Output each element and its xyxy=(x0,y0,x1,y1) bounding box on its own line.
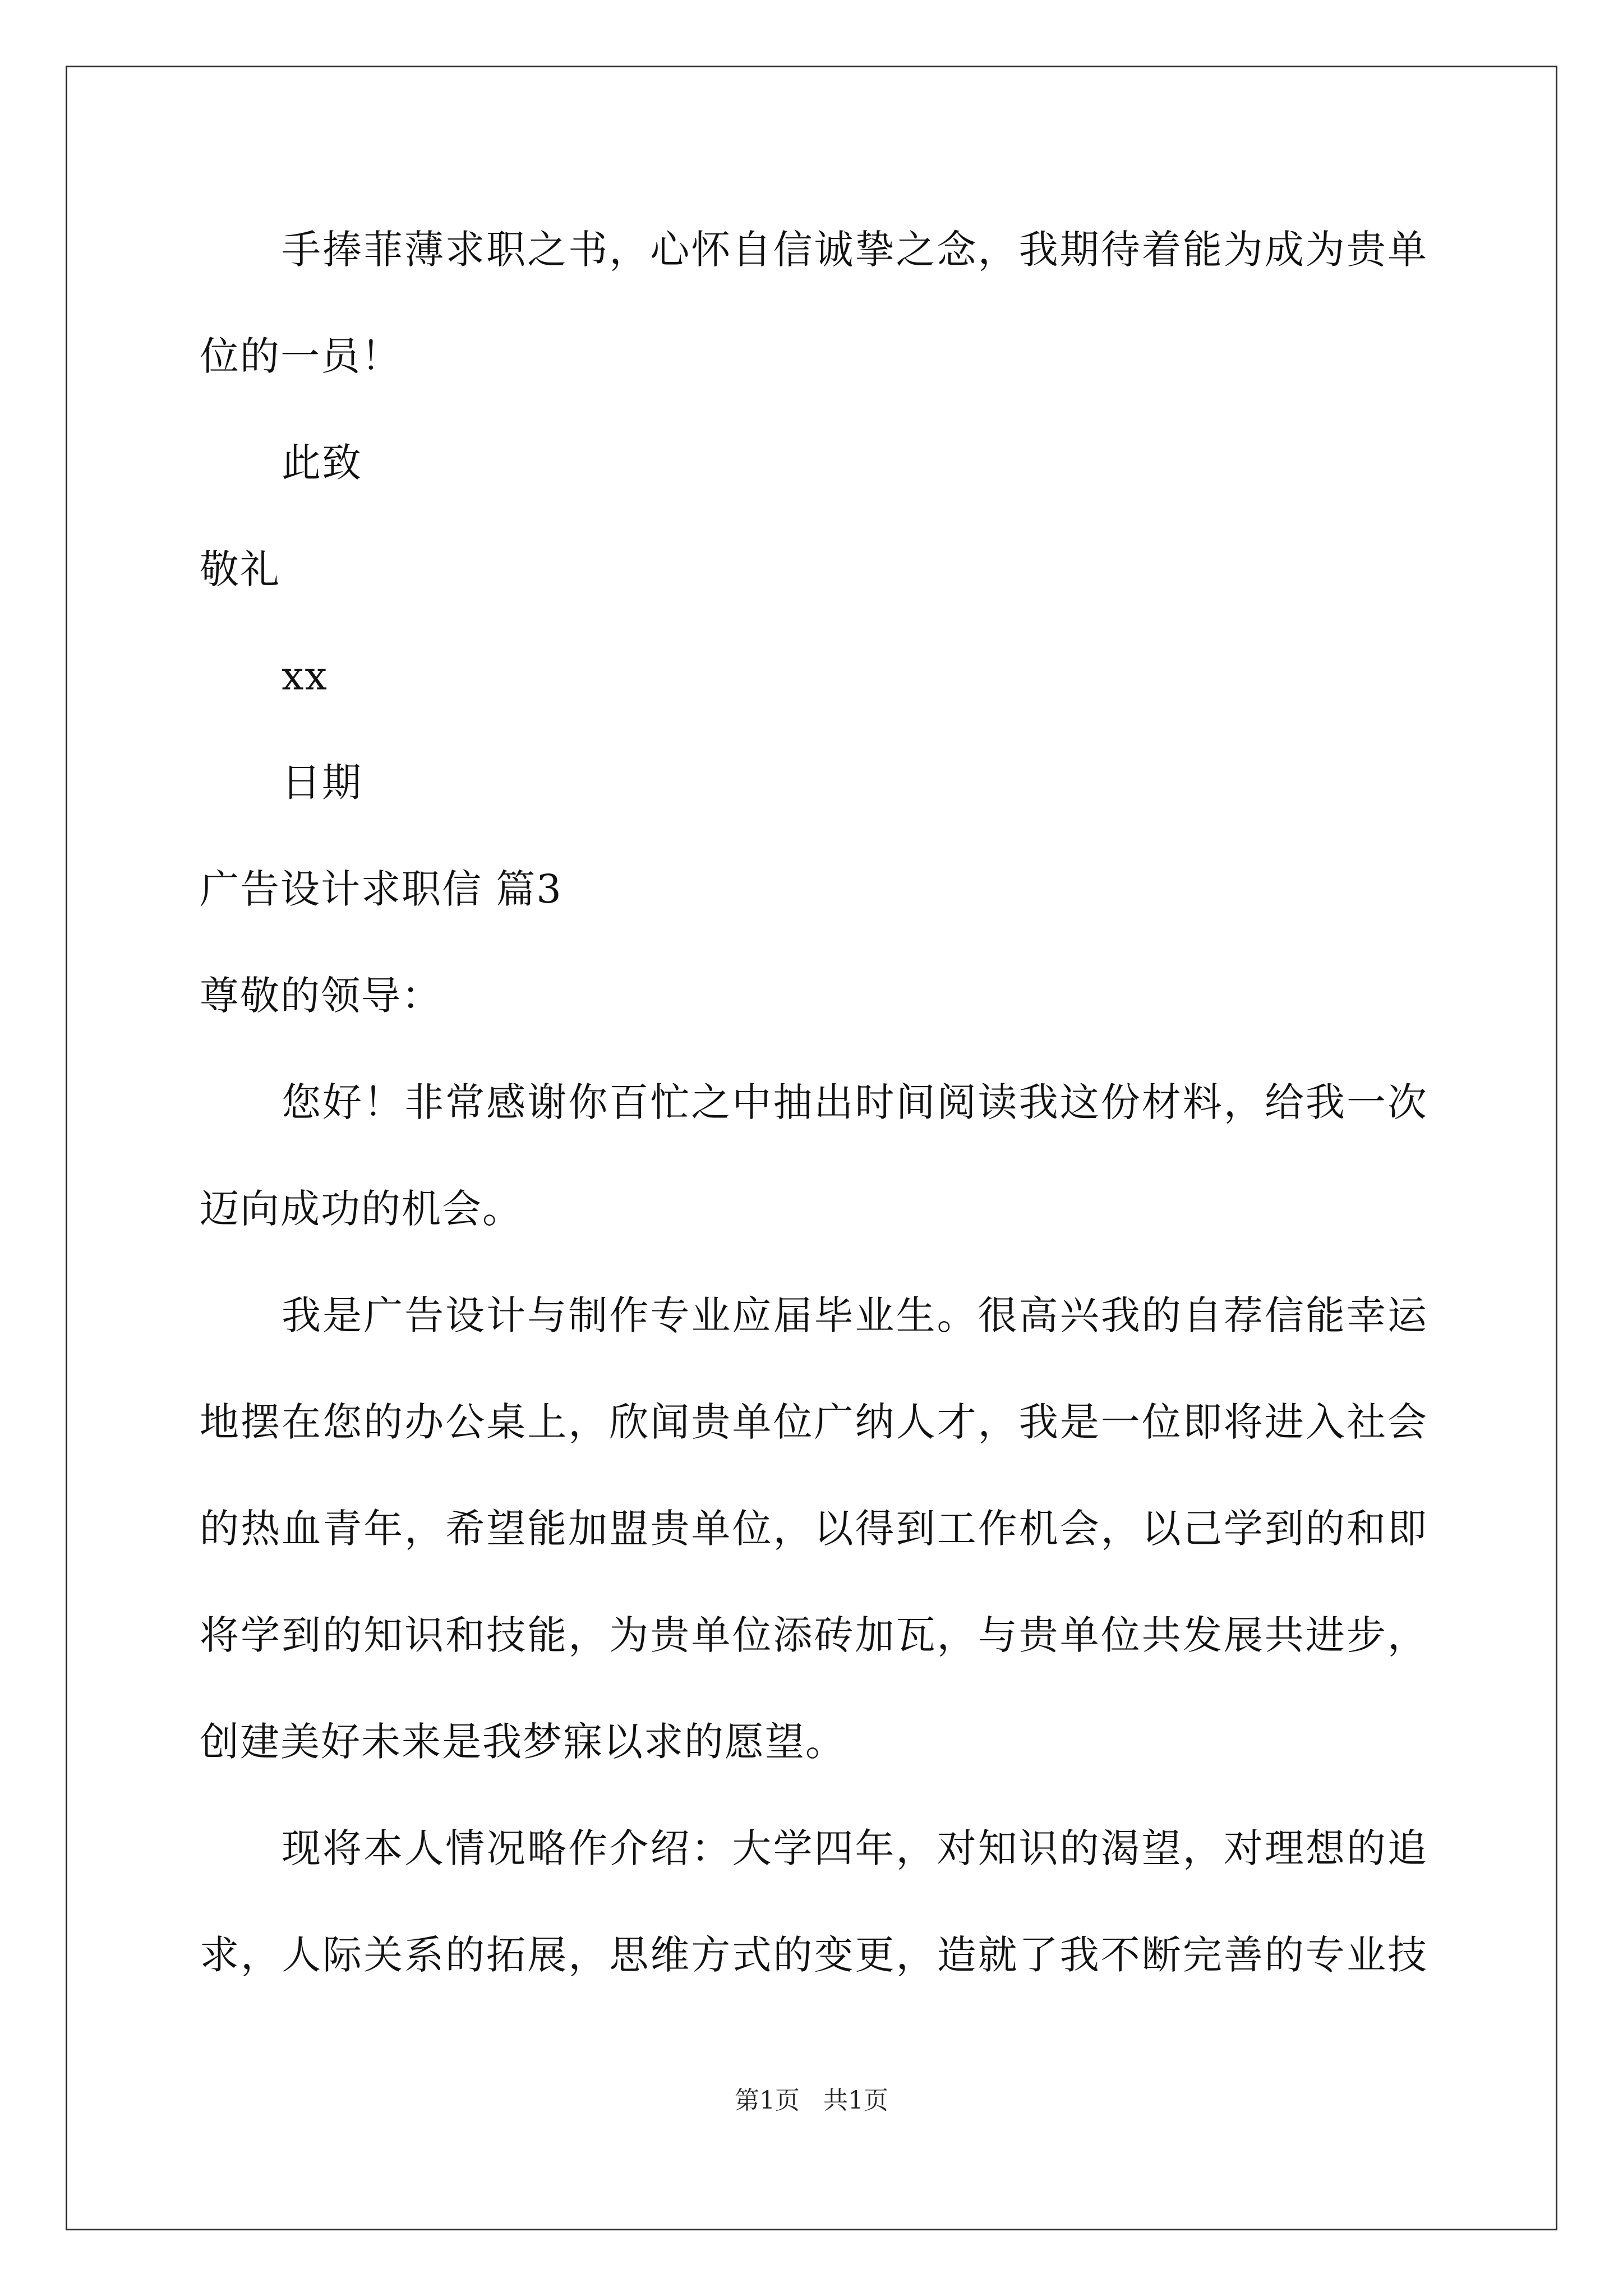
paragraph-line: 现将本人情况略作介绍：大学四年，对知识的渴望，对理想的追 xyxy=(282,1825,1428,1871)
paragraph-line: 求，人际关系的拓展，思维方式的变更，造就了我不断完善的专业技 xyxy=(200,1932,1428,1978)
letter-greeting: 尊敬的领导： xyxy=(200,973,442,1019)
paragraph-line: 您好！非常感谢你百忙之中抽出时间阅读我这份材料，给我一次 xyxy=(282,1079,1428,1125)
closing-regards: 敬礼 xyxy=(200,546,280,592)
paragraph-line: 迈向成功的机会。 xyxy=(200,1186,523,1232)
page-border xyxy=(66,66,1557,2230)
signature-date: 日期 xyxy=(282,760,362,806)
paragraph-line: 创建美好未来是我梦寐以求的愿望。 xyxy=(200,1719,846,1765)
paragraph-line: 地摆在您的办公桌上，欣闻贵单位广纳人才，我是一位即将进入社会 xyxy=(200,1399,1428,1445)
paragraph-line: 将学到的知识和技能，为贵单位添砖加瓦，与贵单位共发展共进步， xyxy=(200,1612,1428,1658)
paragraph-line: 我是广告设计与制作专业应届毕业生。很高兴我的自荐信能幸运 xyxy=(282,1292,1428,1338)
page-number-footer: 第1页 共1页 xyxy=(735,2086,888,2115)
section-heading: 广告设计求职信 篇3 xyxy=(200,866,562,912)
paragraph-line: 手捧菲薄求职之书，心怀自信诚挚之念，我期待着能为成为贵单 xyxy=(282,227,1428,273)
closing-salutation: 此致 xyxy=(282,440,362,486)
signature-name: xx xyxy=(282,653,328,699)
paragraph-line: 位的一员！ xyxy=(200,333,402,379)
paragraph-line: 的热血青年，希望能加盟贵单位，以得到工作机会，以己学到的和即 xyxy=(200,1506,1428,1552)
